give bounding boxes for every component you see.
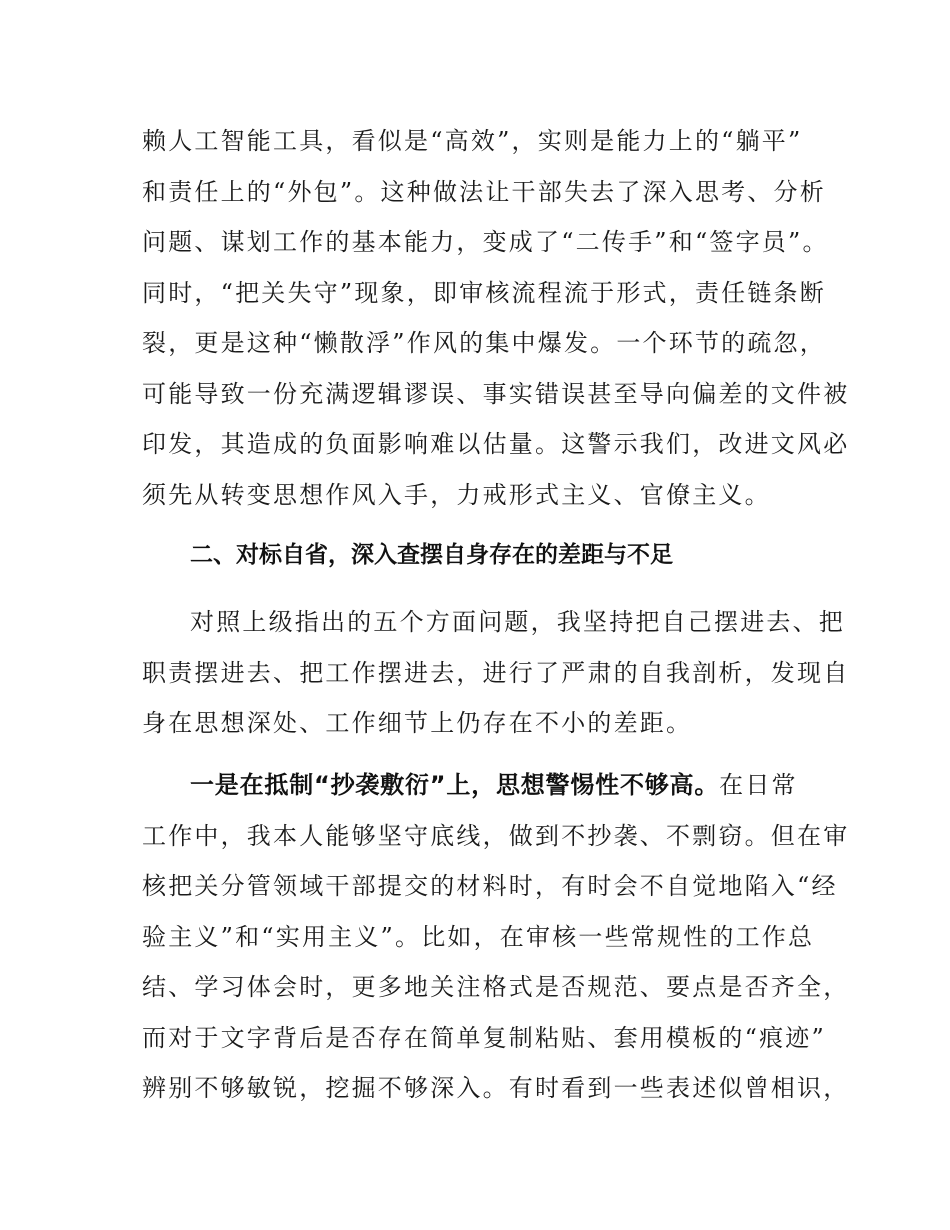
text-line: 而对于文字背后是否存在简单复制粘贴、套用模板的“痕迹”: [142, 1023, 826, 1052]
text-line: 同时，“把关失守”现象，即审核流程流于形式，责任链条断: [142, 278, 826, 307]
text-line: 身在思想深处、工作细节上仍存在不小的差距。: [142, 709, 693, 737]
text-line: 裂，更是这种“懒散浮”作风的集中爆发。一个环节的疏忽，: [142, 329, 826, 357]
text-line: 问题、谋划工作的基本能力，变成了“二传手”和“签字员”。: [142, 228, 829, 256]
text-line-first: [142, 760, 842, 811]
text-line: 工作中，我本人能够坚守底线，做到不抄袭、不剽窃。但在审: [142, 821, 850, 850]
text-line: 职责摆进去、把工作摆进去，进行了严肃的自我剖析，发现自: [142, 658, 850, 687]
text-line: 结、学习体会时，更多地关注格式是否规范、要点是否齐全，: [142, 973, 850, 1001]
text-line: 须先从转变思想作风入手，力戒形式主义、官僚主义。: [142, 480, 771, 509]
text-line: 和责任上的“外包”。这种做法让干部失去了深入思考、分析: [142, 177, 826, 206]
paragraph-intro: [142, 597, 850, 749]
text-line: 核把关分管领域干部提交的材料时，有时会不自觉地陷入“经: [142, 872, 838, 900]
point-one-lead: 一是在抵制“抄袭敷衍”上，思想警惕性不够高。: [190, 771, 720, 799]
text-line: 印发，其造成的负面影响难以估量。这警示我们，改进文风必: [142, 430, 850, 458]
text-line: 可能导致一份充满逻辑谬误、事实错误甚至导向偏差的文件被: [142, 379, 850, 408]
paragraph-point-one: [142, 760, 850, 1114]
section-heading: 二、对标自省，深入查摆自身存在的差距与不足: [190, 542, 673, 568]
text-line: 对照上级指出的五个方面问题，我坚持把自己摆进去、把: [190, 608, 845, 636]
paragraph-continued: [142, 116, 850, 520]
text-line: 辨别不够敏锐，挖掘不够深入。有时看到一些表述似曾相识，: [142, 1074, 850, 1102]
text-line: 验主义”和“实用主义”。比如，在审核一些常规性的工作总: [142, 922, 815, 951]
text-line: 赖人工智能工具，看似是“高效”，实则是能力上的“躺平”: [142, 127, 803, 155]
point-one-first-line-rest: 在日常: [719, 771, 798, 799]
